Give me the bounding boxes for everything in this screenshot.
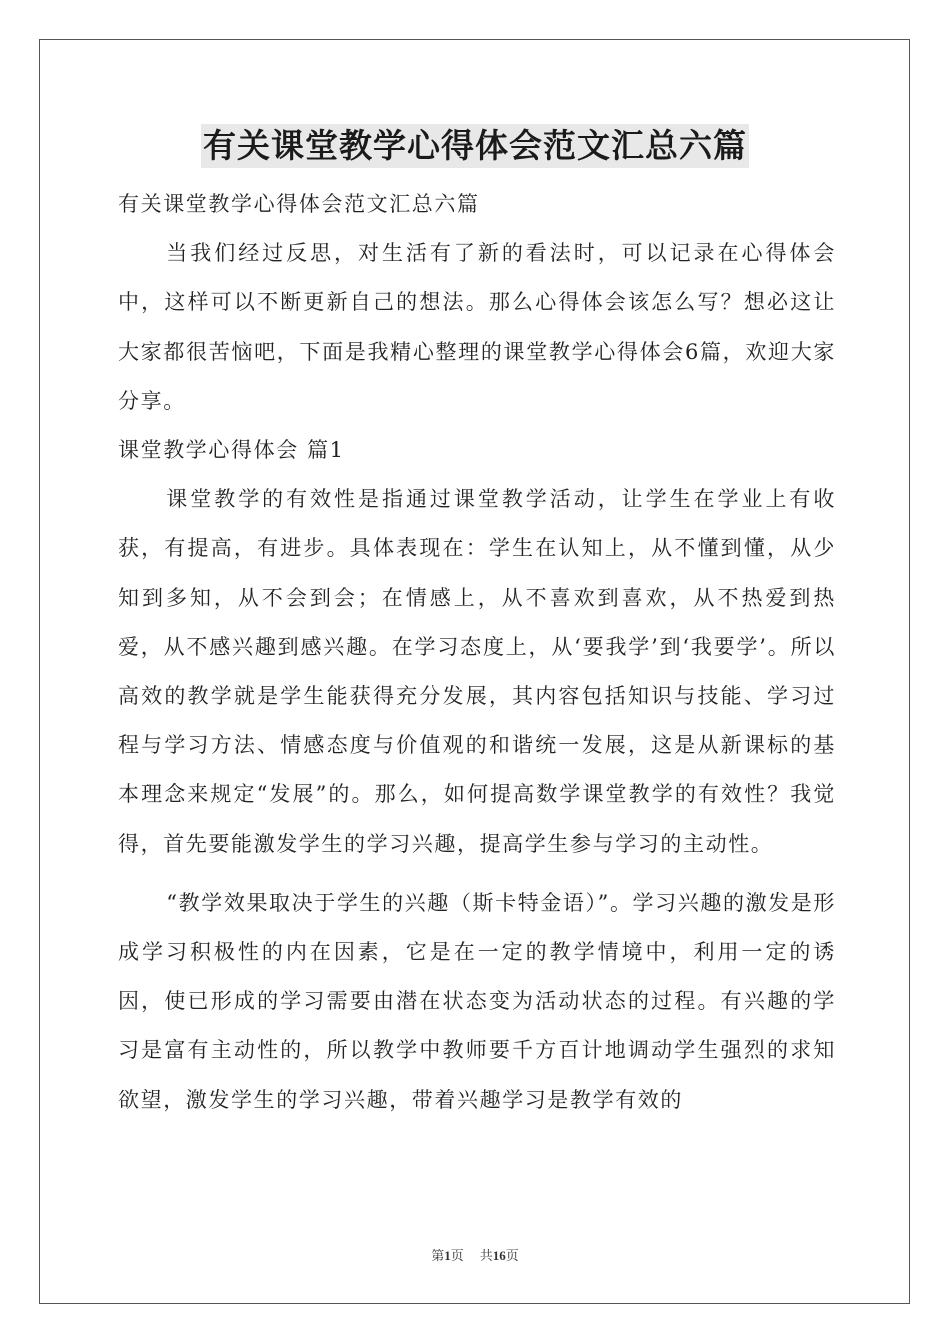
document-subtitle: 有关课堂教学心得体会范文汇总六篇 (118, 192, 480, 216)
document-body (118, 180, 836, 1125)
total-prefix: 共 (479, 1248, 493, 1263)
page-number: 1 (444, 1248, 451, 1263)
section-heading: 课堂教学心得体会 篇1 (118, 438, 345, 463)
intro-paragraph: 当我们经过反思，对生活有了新的看法时，可以记录在心得体会中，这样可以不断更新自己的想法。那么心得体会该怎么写？想必这让大家都很苦恼吧，下面是我精心整理的课堂教学心得体会6篇，欢迎大家分享。 (118, 241, 836, 413)
body-paragraph-1: 课堂教学的有效性是指通过课堂教学活动，让学生在学业上有收获，有提高，有进步。具体表现在：学生在认知上，从不懂到懂，从少知到多知，从不会到会；在情感上，从不喜欢到喜欢，从不热爱到热爱，从不感兴趣到感兴趣。在学习态度上，从‘要我学’到‘我要学’。所以高效的教学就是学生能获得充分发展，其内容包括知识与技能、学习过程与学习方法、情感态度与价值观的和谐统一发展，这是从新课标的基本理念来规定“发展”的。那么，如何提高数学课堂教学的有效性？我觉得，首先要能激发学生的学习兴趣，提高学生参与学习的主动性。 (118, 487, 836, 856)
body-paragraph-2: “教学效果取决于学生的兴趣（斯卡特金语）”。学习兴趣的激发是形成学习积极性的内在因素，它是在一定的教学情境中，利用一定的诱因，使已形成的学习需要由潜在状态变为活动状态的过程。有兴趣的学习是富有主动性的，所以教学中教师要千方百计地调动学生强烈的求知欲望，激发学生的学习兴趣，带着兴趣学习是教学有效的 (118, 890, 836, 1112)
document-title-text: 有关课堂教学心得体会范文汇总六篇 (201, 124, 749, 168)
total-pages: 16 (492, 1248, 506, 1263)
total-suffix: 页 (505, 1248, 519, 1263)
page-footer (0, 1247, 950, 1265)
document-title (0, 124, 950, 168)
page-suffix: 页 (450, 1248, 464, 1263)
page-prefix: 第 (431, 1248, 445, 1263)
